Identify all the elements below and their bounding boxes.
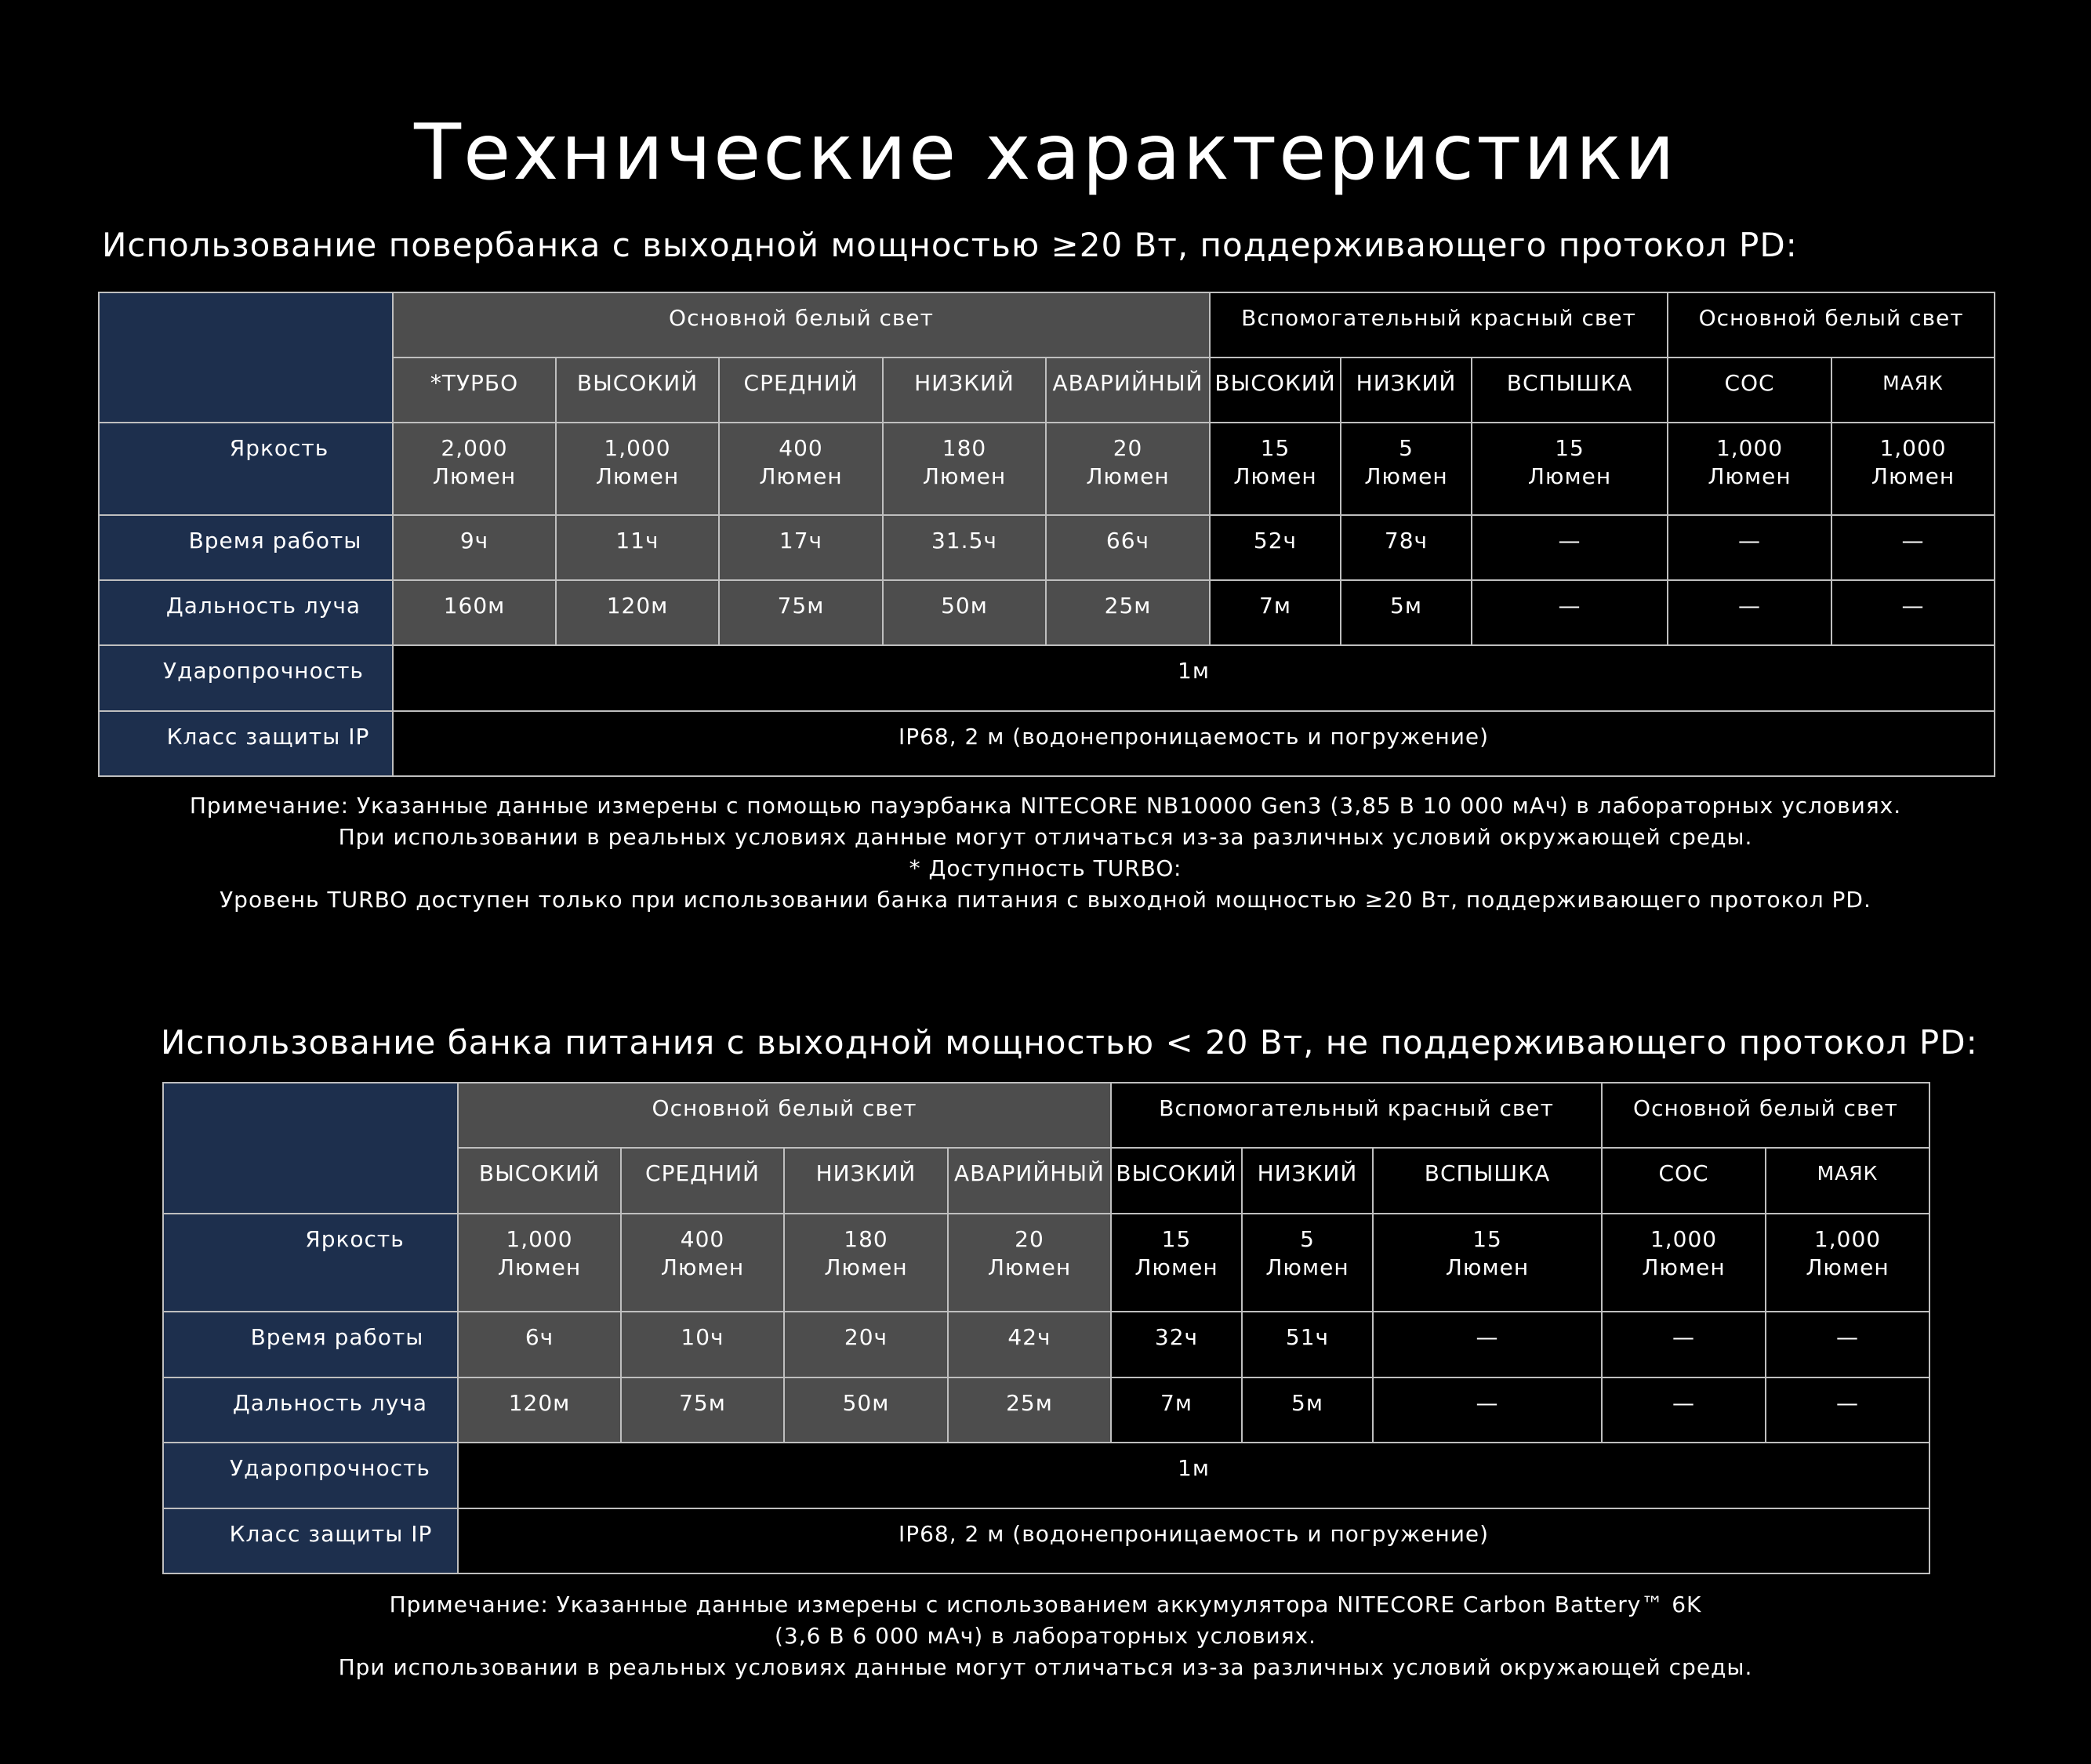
- runtime-cell: 32ч: [1111, 1312, 1242, 1377]
- note-line: При использовании в реальных условиях данные могут отличаться из-за различных условий окружающей среды.: [338, 824, 1753, 850]
- runtime-cell: 31.5ч: [883, 515, 1046, 580]
- group-main-white: Основной белый свет: [458, 1083, 1111, 1148]
- section1-notes: [0, 790, 2091, 916]
- brightness-cell: 20 Люмен: [948, 1214, 1111, 1312]
- distance-cell: 7м: [1210, 580, 1341, 645]
- mode-header: СОС: [1668, 358, 1831, 423]
- group-main-white-special: Основной белый свет: [1668, 292, 1995, 358]
- distance-cell: 120м: [458, 1377, 621, 1443]
- distance-cell: 7м: [1111, 1377, 1242, 1443]
- runtime-cell: —: [1668, 515, 1831, 580]
- impact-cell: 1м: [458, 1443, 1929, 1508]
- runtime-cell: —: [1831, 515, 1995, 580]
- row-label-runtime: Время работы: [99, 515, 393, 580]
- impact-cell: 1м: [393, 645, 1995, 711]
- note-line: Уровень TURBO доступен только при использовании банка питания с выходной мощностью ≥20 Вт, поддерживающего протокол PD.: [220, 887, 1871, 913]
- note-line: (3,6 В 6 000 мАч) в лабораторных условиях.: [774, 1623, 1317, 1649]
- mode-header: ВЫСОКИЙ: [458, 1148, 621, 1214]
- brightness-cell: 2,000 Люмен: [393, 423, 556, 515]
- spec-table-pd: [98, 292, 1995, 777]
- section2-notes: [0, 1589, 2091, 1683]
- table-row-brightness: [99, 423, 1995, 515]
- table-corner: [163, 1083, 458, 1214]
- ip-cell: IP68, 2 м (водонепроницаемость и погружение): [458, 1508, 1929, 1573]
- runtime-cell: 11ч: [556, 515, 719, 580]
- runtime-cell: —: [1373, 1312, 1602, 1377]
- runtime-cell: 10ч: [621, 1312, 784, 1377]
- row-label-runtime: Время работы: [163, 1312, 458, 1377]
- brightness-cell: 1,000 Люмен: [1602, 1214, 1766, 1312]
- row-label-impact: Ударопрочность: [99, 645, 393, 711]
- runtime-cell: 6ч: [458, 1312, 621, 1377]
- brightness-cell: 400 Люмен: [719, 423, 883, 515]
- brightness-cell: 15 Люмен: [1373, 1214, 1602, 1312]
- mode-header: СОС: [1602, 1148, 1766, 1214]
- table-corner: [99, 292, 393, 423]
- brightness-cell: 5 Люмен: [1242, 1214, 1373, 1312]
- note-line: Примечание: Указанные данные измерены с использованием аккумулятора NITECORE Carbon Battery™ 6K: [389, 1592, 1702, 1617]
- table-row-ip: [99, 711, 1995, 776]
- runtime-cell: —: [1602, 1312, 1766, 1377]
- runtime-cell: —: [1766, 1312, 1929, 1377]
- table-row-distance: [99, 580, 1995, 645]
- mode-header: ВСПЫШКА: [1373, 1148, 1602, 1214]
- group-header-row: [99, 292, 1995, 358]
- distance-cell: —: [1668, 580, 1831, 645]
- group-main-white-special: Основной белый свет: [1602, 1083, 1929, 1148]
- group-main-white: Основной белый свет: [393, 292, 1210, 358]
- mode-header: МАЯК: [1766, 1148, 1929, 1214]
- table-row-brightness: [163, 1214, 1929, 1312]
- brightness-cell: 1,000 Люмен: [1766, 1214, 1929, 1312]
- mode-header: НИЗКИЙ: [1341, 358, 1472, 423]
- brightness-cell: 400 Люмен: [621, 1214, 784, 1312]
- brightness-cell: 5 Люмен: [1341, 423, 1472, 515]
- distance-cell: 5м: [1242, 1377, 1373, 1443]
- distance-cell: 75м: [621, 1377, 784, 1443]
- page-title: Технические характеристики: [414, 108, 1677, 198]
- note-line: Примечание: Указанные данные измерены с помощью пауэрбанка NITECORE NB10000 Gen3 (3,85 В 10 000 мАч) в лабораторных условиях.: [189, 793, 1902, 818]
- runtime-cell: 17ч: [719, 515, 883, 580]
- distance-cell: 5м: [1341, 580, 1472, 645]
- brightness-cell: 1,000 Люмен: [458, 1214, 621, 1312]
- section2-heading: Использование банка питания с выходной мощностью < 20 Вт, не поддерживающего протокол PD:: [161, 1023, 1978, 1062]
- brightness-cell: 15 Люмен: [1210, 423, 1341, 515]
- distance-cell: —: [1472, 580, 1668, 645]
- row-label-brightness: Яркость: [99, 423, 393, 515]
- mode-header: АВАРИЙНЫЙ: [1046, 358, 1210, 423]
- table-row-runtime: [99, 515, 1995, 580]
- distance-cell: 50м: [883, 580, 1046, 645]
- table-row-ip: [163, 1508, 1929, 1573]
- brightness-cell: 15 Люмен: [1472, 423, 1668, 515]
- mode-header: НИЗКИЙ: [784, 1148, 948, 1214]
- mode-header: СРЕДНИЙ: [719, 358, 883, 423]
- runtime-cell: 66ч: [1046, 515, 1210, 580]
- runtime-cell: 9ч: [393, 515, 556, 580]
- section1-heading: Использование повербанка с выходной мощностью ≥20 Вт, поддерживающего протокол PD:: [102, 226, 1798, 264]
- group-header-row: [163, 1083, 1929, 1148]
- row-label-distance: Дальность луча: [163, 1377, 458, 1443]
- mode-header: НИЗКИЙ: [883, 358, 1046, 423]
- note-line: * Доступность TURBO:: [909, 855, 1182, 881]
- row-label-ip: Класс защиты IP: [99, 711, 393, 776]
- mode-header: СРЕДНИЙ: [621, 1148, 784, 1214]
- brightness-cell: 180 Люмен: [784, 1214, 948, 1312]
- ip-cell: IP68, 2 м (водонепроницаемость и погружение): [393, 711, 1995, 776]
- brightness-cell: 1,000 Люмен: [556, 423, 719, 515]
- note-line: При использовании в реальных условиях данные могут отличаться из-за различных условий окружающей среды.: [338, 1654, 1753, 1680]
- brightness-cell: 1,000 Люмен: [1668, 423, 1831, 515]
- brightness-cell: 1,000 Люмен: [1831, 423, 1995, 515]
- distance-cell: —: [1602, 1377, 1766, 1443]
- mode-header: ВЫСОКИЙ: [556, 358, 719, 423]
- table-row-impact: [163, 1443, 1929, 1508]
- row-label-distance: Дальность луча: [99, 580, 393, 645]
- brightness-cell: 180 Люмен: [883, 423, 1046, 515]
- group-aux-red: Вспомогательный красный свет: [1111, 1083, 1602, 1148]
- distance-cell: 25м: [948, 1377, 1111, 1443]
- mode-header: МАЯК: [1831, 358, 1995, 423]
- group-aux-red: Вспомогательный красный свет: [1210, 292, 1668, 358]
- distance-cell: 120м: [556, 580, 719, 645]
- spec-table-no-pd: [162, 1082, 1930, 1574]
- runtime-cell: 20ч: [784, 1312, 948, 1377]
- mode-header: *ТУРБО: [393, 358, 556, 423]
- runtime-cell: —: [1472, 515, 1668, 580]
- table-row-runtime: [163, 1312, 1929, 1377]
- mode-header: ВСПЫШКА: [1472, 358, 1668, 423]
- row-label-ip: Класс защиты IP: [163, 1508, 458, 1573]
- brightness-cell: 15 Люмен: [1111, 1214, 1242, 1312]
- distance-cell: 160м: [393, 580, 556, 645]
- runtime-cell: 78ч: [1341, 515, 1472, 580]
- mode-header: ВЫСОКИЙ: [1210, 358, 1341, 423]
- brightness-cell: 20 Люмен: [1046, 423, 1210, 515]
- runtime-cell: 52ч: [1210, 515, 1341, 580]
- mode-header: ВЫСОКИЙ: [1111, 1148, 1242, 1214]
- distance-cell: 75м: [719, 580, 883, 645]
- distance-cell: —: [1766, 1377, 1929, 1443]
- table-row-distance: [163, 1377, 1929, 1443]
- runtime-cell: 42ч: [948, 1312, 1111, 1377]
- mode-header: АВАРИЙНЫЙ: [948, 1148, 1111, 1214]
- row-label-impact: Ударопрочность: [163, 1443, 458, 1508]
- row-label-brightness: Яркость: [163, 1214, 458, 1312]
- runtime-cell: 51ч: [1242, 1312, 1373, 1377]
- distance-cell: —: [1373, 1377, 1602, 1443]
- distance-cell: —: [1831, 580, 1995, 645]
- distance-cell: 50м: [784, 1377, 948, 1443]
- mode-header: НИЗКИЙ: [1242, 1148, 1373, 1214]
- table-row-impact: [99, 645, 1995, 711]
- distance-cell: 25м: [1046, 580, 1210, 645]
